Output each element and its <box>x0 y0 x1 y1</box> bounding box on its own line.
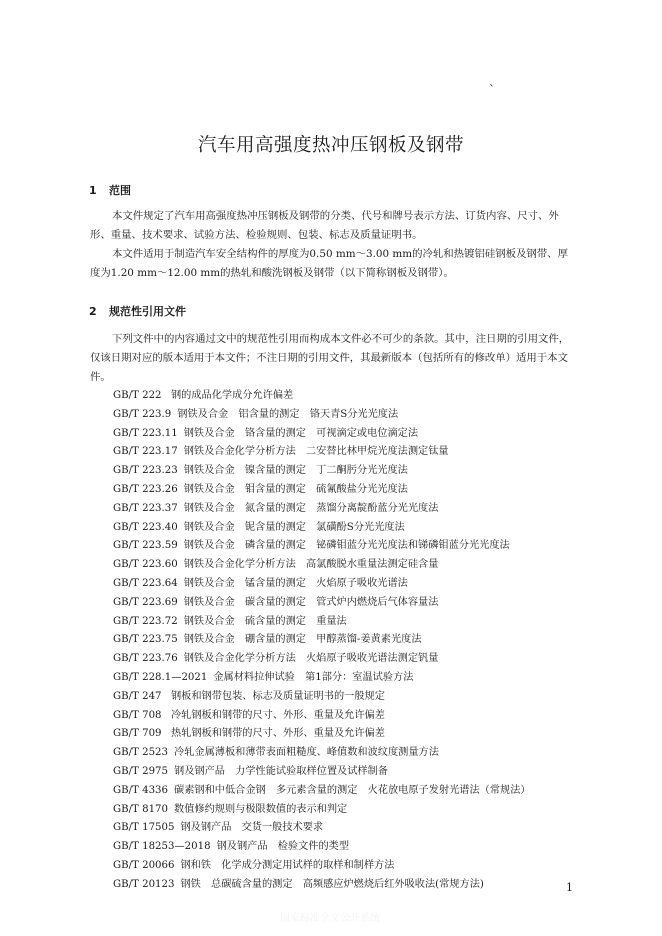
reference-item <box>113 707 531 726</box>
reference-code: GB/T 223.23 <box>113 465 178 477</box>
reference-title: 钢铁及合金 铝含量的测定 铬天青S分光光度法 <box>177 408 399 420</box>
reference-title: 钢铁 总碳硫含量的测定 高频感应炉燃烧后红外吸收法(常规方法) <box>180 878 484 890</box>
reference-title: 金属材料拉伸试验 第1部分：室温试验方法 <box>213 671 414 683</box>
reference-title: 钢及钢产品 检验文件的类型 <box>216 841 350 853</box>
scope-paragraph-1: 本文件规定了汽车用高强度热冲压钢板及钢带的分类、代号和牌号表示方法、订货内容、尺寸、外形、重量、技术要求、试验方法、检验规则、包装、标志及质量证明书。 <box>90 210 559 241</box>
reference-title: 钢铁及合金 镍含量的测定 丁二酮肟分光光度法 <box>183 465 408 477</box>
reference-item <box>113 519 531 538</box>
corner-mark: ` <box>489 83 495 97</box>
reference-title: 钢及钢产品 力学性能试验取样位置及试样制备 <box>174 765 388 777</box>
reference-item <box>113 425 531 444</box>
reference-code: GB/T 223.69 <box>113 596 178 608</box>
reference-code: GB/T 2523 <box>113 747 169 759</box>
reference-code: GB/T 228.1—2021 <box>113 671 208 683</box>
reference-code: GB/T 709 <box>113 728 162 740</box>
reference-code: GB/T 708 <box>113 709 162 721</box>
reference-code: GB/T 223.64 <box>113 577 178 589</box>
section-heading-scope <box>89 183 131 199</box>
reference-title: 钢铁及合金化学分析方法 火焰原子吸收光谱法测定钒量 <box>183 653 439 665</box>
reference-code: GB/T 20066 <box>113 859 175 871</box>
section-number: 2 <box>89 305 97 318</box>
reference-title: 钢铁及合金 氮含量的测定 蒸馏分离靛酚蓝分光光度法 <box>183 502 439 514</box>
reference-code: GB/T 223.17 <box>113 446 178 458</box>
reference-code: GB/T 222 <box>113 390 162 401</box>
footer-watermark: 国家标准全文公开系统 <box>280 913 380 924</box>
reference-code: GB/T 223.11 <box>113 427 178 439</box>
reference-code: GB/T 20123 <box>113 878 175 890</box>
reference-item <box>113 857 531 876</box>
reference-item <box>113 556 531 575</box>
reference-item <box>113 688 531 707</box>
reference-code: GB/T 4336 <box>113 784 169 796</box>
section-heading-normative-references <box>89 304 186 320</box>
section-title: 范围 <box>109 184 131 197</box>
reference-title: 碳素钢和中低合金钢 多元素含量的测定 火花放电原子发射光谱法（常规法） <box>174 784 531 796</box>
reference-item <box>113 801 531 820</box>
reference-code: GB/T 223.9 <box>113 408 172 420</box>
reference-title: 钢铁及合金 铌含量的测定 氯磺酚S分光光度法 <box>183 521 405 533</box>
reference-code: GB/T 18253—2018 <box>113 841 211 853</box>
reference-item <box>113 462 531 481</box>
reference-title: 热轧钢板和钢带的尺寸、外形、重量及允许偏差 <box>171 728 385 740</box>
reference-item <box>113 650 531 669</box>
reference-code: GB/T 223.26 <box>113 483 178 495</box>
reference-code: GB/T 223.76 <box>113 653 178 665</box>
reference-code: GB/T 17505 <box>113 822 175 834</box>
reference-code: GB/T 2975 <box>113 765 169 777</box>
reference-item <box>113 406 531 425</box>
reference-item <box>113 819 531 838</box>
reference-item <box>113 838 531 857</box>
section-number: 1 <box>89 184 97 197</box>
document-title: 汽车用高强度热冲压钢板及钢带 <box>197 135 464 156</box>
reference-item <box>113 387 531 406</box>
reference-item <box>113 537 531 556</box>
reference-item <box>113 631 531 650</box>
reference-title: 钢铁及合金 硫含量的测定 重量法 <box>183 615 347 627</box>
section-title: 规范性引用文件 <box>109 305 186 318</box>
reference-title: 冷轧钢板和钢带的尺寸、外形、重量及允许偏差 <box>171 709 385 721</box>
reference-title: 冷轧金属薄板和薄带表面粗糙度、峰值数和波纹度测量方法 <box>174 747 439 759</box>
reference-code: GB/T 223.75 <box>113 634 178 646</box>
reference-item <box>113 500 531 519</box>
page-number: 1 <box>566 881 573 894</box>
reference-title: 钢铁及合金 铬含量的测定 可视滴定或电位滴定法 <box>183 427 419 439</box>
reference-title: 钢及钢产品 交货一般技术要求 <box>180 822 324 834</box>
reference-item <box>113 744 531 763</box>
reference-item <box>113 481 531 500</box>
scope-paragraph-2: 本文件适用于制造汽车安全结构件的厚度为0.50 mm～3.00 mm的冷轧和热镀铝硅钢板及钢带、厚度为1.20 mm～12.00 mm的热轧和酸洗钢板及钢带（以下简称钢板及钢带）。 <box>90 248 568 279</box>
reference-title: 钢板和钢带包装、标志及质量证明书的一般规定 <box>171 690 385 702</box>
reference-list <box>113 387 531 895</box>
reference-code: GB/T 223.40 <box>113 521 178 533</box>
reference-title: 钢铁及合金 锰含量的测定 火焰原子吸收光谱法 <box>183 577 408 589</box>
reference-title: 钢的成品化学成分允许偏差 <box>171 390 294 401</box>
reference-item <box>113 763 531 782</box>
reference-title: 钢铁及合金化学分析方法 高氯酸脱水重量法测定硅含量 <box>183 559 439 571</box>
reference-code: GB/T 223.37 <box>113 502 178 514</box>
reference-title: 钢铁及合金 磷含量的测定 铋磷钼蓝分光光度法和锑磷钼蓝分光光度法 <box>183 540 510 552</box>
reference-item <box>113 782 531 801</box>
reference-code: GB/T 223.60 <box>113 559 178 571</box>
reference-item <box>113 725 531 744</box>
reference-item <box>113 575 531 594</box>
references-intro-paragraph: 下列文件中的内容通过文中的规范性引用而构成本文件必不可少的条款。其中，注日期的引用文件，仅该日期对应的版本适用于本文件；不注日期的引用文件，其最新版本（包括所有的修改单）适用于本文件。 <box>90 333 570 383</box>
reference-item <box>113 876 531 895</box>
reference-code: GB/T 223.59 <box>113 540 178 552</box>
reference-code: GB/T 8170 <box>113 803 169 815</box>
reference-title: 钢铁及合金 碳含量的测定 管式炉内燃烧后气体容量法 <box>183 596 439 608</box>
reference-item <box>113 613 531 632</box>
reference-code: GB/T 223.72 <box>113 615 178 627</box>
reference-item <box>113 443 531 462</box>
reference-title: 数值修约规则与极限数值的表示和判定 <box>174 803 348 815</box>
reference-item <box>113 594 531 613</box>
reference-code: GB/T 247 <box>113 690 162 702</box>
reference-title: 钢铁及合金 钼含量的测定 硫氰酸盐分光光度法 <box>183 483 408 495</box>
reference-title: 钢铁及合金 硼含量的测定 甲醇蒸馏-姜黄素光度法 <box>183 634 422 646</box>
reference-item <box>113 669 531 688</box>
reference-title: 钢和铁 化学成分测定用试样的取样和制样方法 <box>180 859 395 871</box>
reference-title: 钢铁及合金化学分析方法 二安替比林甲烷光度法测定钛量 <box>183 446 449 458</box>
